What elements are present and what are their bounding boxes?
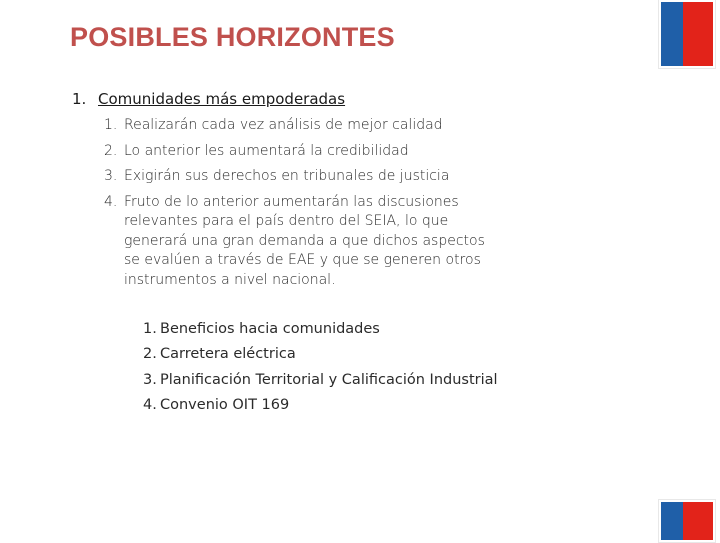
sub-list	[104, 116, 504, 296]
extra-item-text: Beneficios hacia comunidades	[160, 320, 380, 337]
extra-list	[143, 316, 543, 418]
sub-item-text: Lo anterior les aumentará la credibilidad	[124, 142, 409, 159]
chile-flag-stripe-top	[661, 2, 713, 66]
sub-list-item	[104, 193, 504, 291]
flag-frame	[658, 0, 716, 69]
extra-item-number: 3.	[143, 371, 157, 388]
sub-list-item	[104, 116, 504, 136]
sub-item-number: 2.	[104, 142, 118, 159]
extra-list-item	[143, 393, 543, 419]
sub-item-number: 1.	[104, 117, 118, 133]
sub-item-text: Exigirán sus derechos en tribunales de justicia	[124, 168, 450, 184]
slide-title: POSIBLES HORIZONTES	[70, 22, 395, 52]
extra-list-item	[143, 342, 543, 368]
extra-item-number: 2.	[143, 346, 157, 363]
main-list-item	[72, 90, 345, 108]
main-item-text: Comunidades más empoderadas	[98, 90, 346, 108]
extra-item-number: 1.	[143, 320, 157, 337]
sub-item-text: Fruto de lo anterior aumentarán las discusiones relevantes para el país dentro del SEIA, lo que generará una gran demanda a que dichos aspectos se evalúen a través de EAE y que se generen otros instrumentos a nivel nacional.	[124, 193, 485, 288]
extra-list-item	[143, 367, 543, 393]
flag-frame	[658, 499, 716, 543]
extra-item-text: Carretera eléctrica	[160, 346, 296, 363]
sub-item-number: 4.	[104, 193, 118, 210]
extra-item-text: Planificación Territorial y Calificación Industrial	[160, 371, 498, 388]
sub-item-number: 3.	[104, 168, 118, 184]
sub-item-text: Realizarán cada vez análisis de mejor calidad	[124, 117, 443, 133]
sub-list-item	[104, 142, 504, 162]
chile-flag-stripe-bottom	[661, 502, 713, 540]
extra-item-number: 4.	[143, 397, 157, 414]
sub-list-item	[104, 167, 504, 187]
extra-item-text: Convenio OIT 169	[160, 397, 290, 414]
extra-list-item	[143, 316, 543, 342]
main-item-number: 1.	[72, 90, 87, 108]
